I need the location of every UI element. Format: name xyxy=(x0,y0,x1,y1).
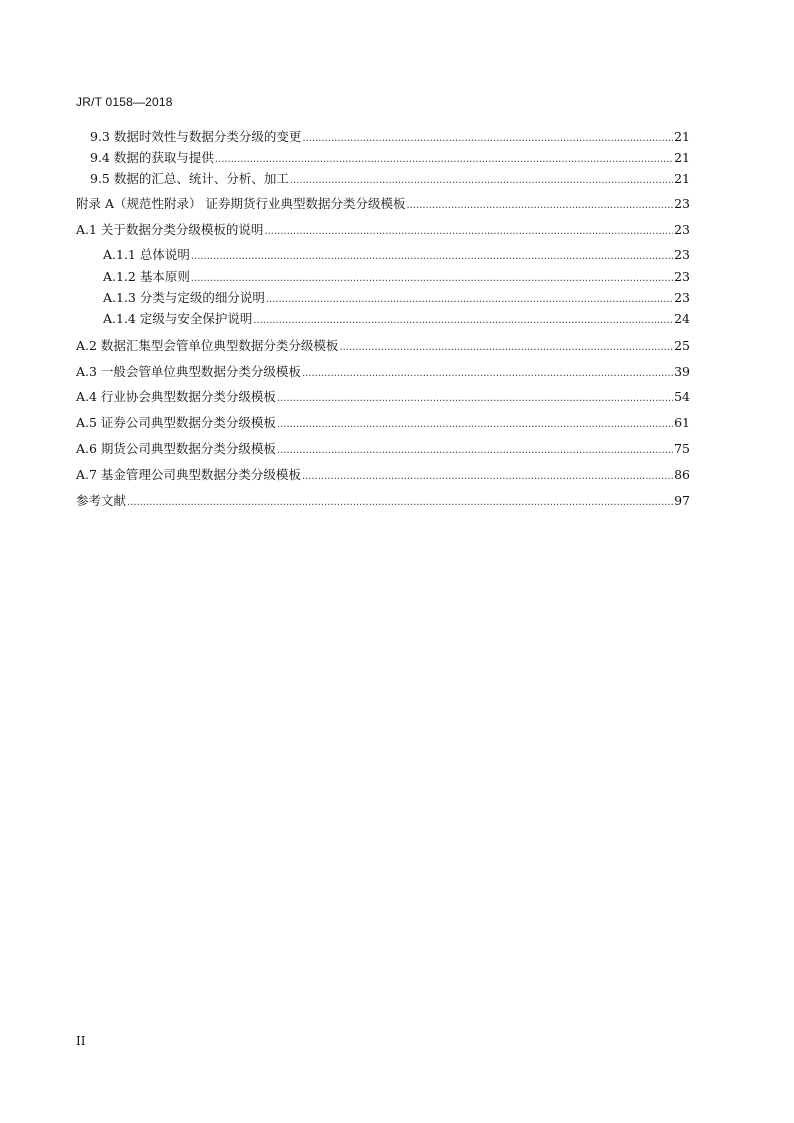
toc-entry-a-1[interactable] xyxy=(76,221,690,239)
toc-entry-label: A.3 一般会管单位典型数据分类分级模板 xyxy=(76,364,301,379)
dot-leader xyxy=(264,223,673,241)
toc-entry-page: 21 xyxy=(674,171,690,186)
toc-entry-label: 参考文献 xyxy=(76,493,127,508)
toc-entry-page: 23 xyxy=(674,247,690,262)
toc-entry-page: 23 xyxy=(674,269,690,284)
toc-entry-9-5[interactable] xyxy=(90,170,690,188)
toc-entry-9-3[interactable] xyxy=(90,128,690,146)
toc-entry-label: 9.4 数据的获取与提供 xyxy=(90,150,214,165)
toc-entry-page: 39 xyxy=(674,364,690,379)
toc-entry-page: 21 xyxy=(674,150,690,165)
toc-entry-page: 24 xyxy=(674,311,690,326)
dot-leader xyxy=(127,494,673,512)
dot-leader xyxy=(191,248,673,266)
document-header: JR/T 0158—2018 xyxy=(76,95,173,109)
toc-entry-page: 23 xyxy=(674,290,690,305)
dot-leader xyxy=(290,172,673,190)
toc-entry-a-7[interactable] xyxy=(76,466,690,484)
dot-leader xyxy=(302,468,673,486)
dot-leader xyxy=(253,312,673,330)
toc-entry-a-1-4[interactable] xyxy=(103,310,690,328)
toc-entry-label: A.7 基金管理公司典型数据分类分级模板 xyxy=(76,467,301,482)
toc-entry-label: A.1 关于数据分类分级模板的说明 xyxy=(76,222,264,237)
toc-entry-label: A.4 行业协会典型数据分类分级模板 xyxy=(76,389,276,404)
toc-entry-label: A.1.3 分类与定级的细分说明 xyxy=(103,290,265,305)
toc-entry-label: 附录 A（规范性附录） 证券期货行业典型数据分类分级模板 xyxy=(76,196,406,211)
dot-leader xyxy=(339,339,673,357)
toc-entry-a-2[interactable] xyxy=(76,337,690,355)
toc-entry-label: A.6 期货公司典型数据分类分级模板 xyxy=(76,441,276,456)
toc-entry-appendix-a[interactable] xyxy=(76,195,690,213)
toc-entry-page: 23 xyxy=(674,196,690,211)
toc-entry-references[interactable] xyxy=(76,492,690,510)
dot-leader xyxy=(277,442,673,460)
dot-leader xyxy=(302,130,673,148)
toc-entry-page: 86 xyxy=(674,467,690,482)
toc-entry-a-1-2[interactable] xyxy=(103,268,690,286)
toc-entry-a-1-3[interactable] xyxy=(103,289,690,307)
toc-entry-label: A.2 数据汇集型会管单位典型数据分类分级模板 xyxy=(76,338,339,353)
toc-entry-label: A.1.2 基本原则 xyxy=(103,269,190,284)
dot-leader xyxy=(302,365,673,383)
toc-entry-a-1-1[interactable] xyxy=(103,246,690,264)
toc-entry-a-3[interactable] xyxy=(76,363,690,381)
toc-entry-a-5[interactable] xyxy=(76,414,690,432)
toc-entry-a-4[interactable] xyxy=(76,388,690,406)
dot-leader xyxy=(266,291,673,309)
toc-entry-label: 9.5 数据的汇总、统计、分析、加工 xyxy=(90,171,289,186)
toc-entry-page: 61 xyxy=(674,415,690,430)
dot-leader xyxy=(277,390,673,408)
dot-leader xyxy=(215,151,673,169)
dot-leader xyxy=(277,416,673,434)
toc-entry-page: 25 xyxy=(674,338,690,353)
toc-entry-label: A.1.1 总体说明 xyxy=(103,247,190,262)
toc-entry-label: A.5 证券公司典型数据分类分级模板 xyxy=(76,415,276,430)
page-number: II xyxy=(76,1034,86,1048)
dot-leader xyxy=(191,270,673,288)
toc-entry-9-4[interactable] xyxy=(90,149,690,167)
toc-entry-page: 23 xyxy=(674,222,690,237)
toc-entry-page: 54 xyxy=(674,389,690,404)
toc-entry-page: 21 xyxy=(674,129,690,144)
toc-entry-label: A.1.4 定级与安全保护说明 xyxy=(103,311,253,326)
toc-entry-page: 97 xyxy=(674,493,690,508)
toc-entry-label: 9.3 数据时效性与数据分类分级的变更 xyxy=(90,129,302,144)
toc-entry-a-6[interactable] xyxy=(76,440,690,458)
dot-leader xyxy=(406,197,673,215)
toc-entry-page: 75 xyxy=(674,441,690,456)
